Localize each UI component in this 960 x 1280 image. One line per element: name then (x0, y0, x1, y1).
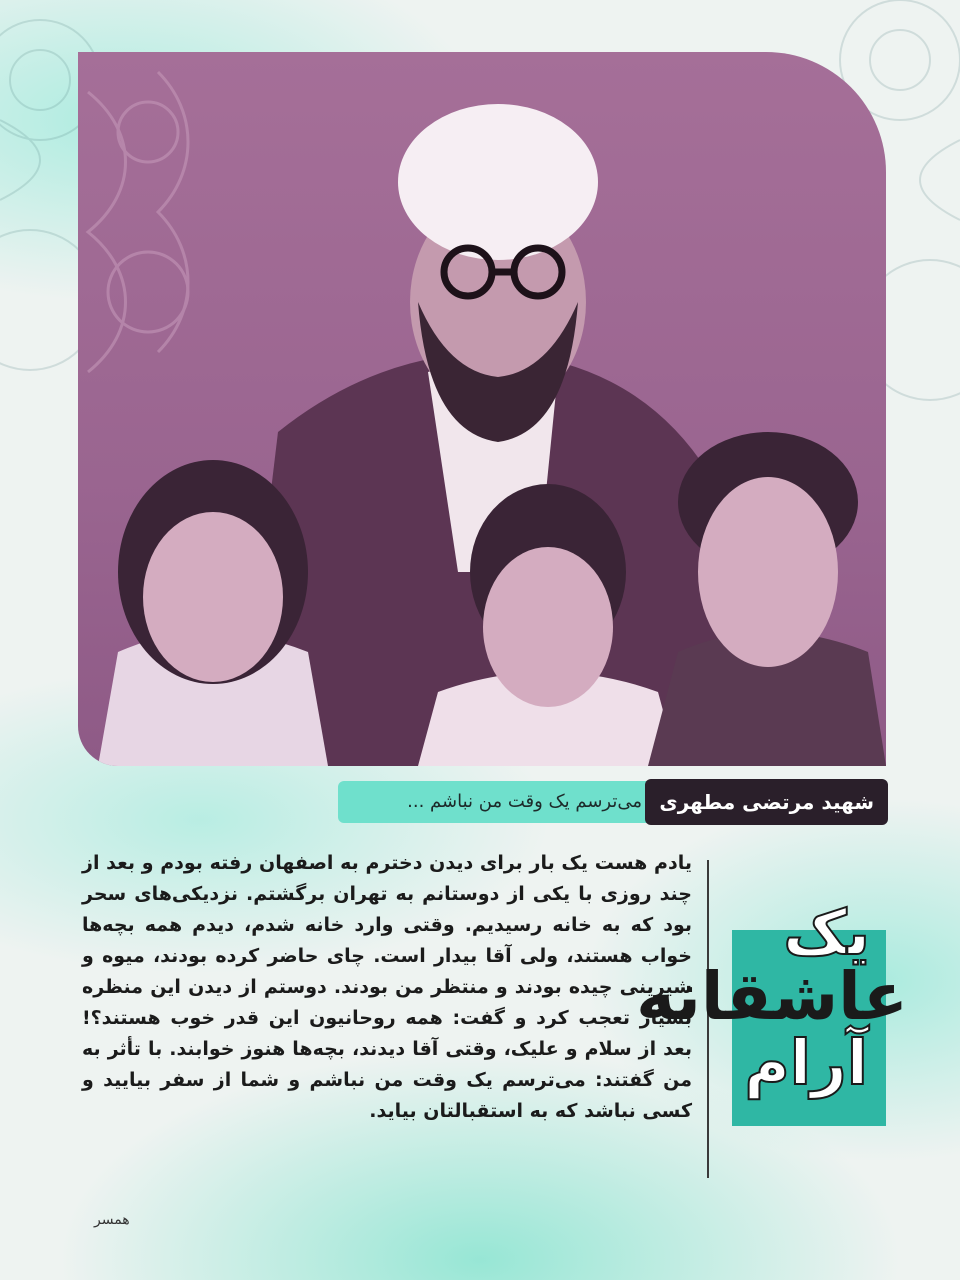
logo (636, 896, 908, 1126)
logo-word-aram: آرام (744, 1026, 868, 1099)
subtitle-pill: می‌ترسم یک وقت من نباشم ... (338, 781, 678, 823)
signature: همسر (94, 1212, 130, 1228)
body-paragraph: یادم هست یک بار برای دیدن دخترم به اصفهان رفته بودم و بعد از چند روزی با یکی از دوستانم به تهران برگشتم. نزدیکی‌های سحر بود که به خانه رسیدیم. وقتی وارد خانه شدم، دیدم همه بچه‌ها خواب هستند، ولی آقا بیدار است. چای حاضر کرده بودند، میوه و شیرینی چیده بودند و منتظر من بودند. دوستم از دیدن این منظره بسیار تعجب کرد و گفت: همه روحانیون این قدر خوب هستند؟! بعد از سلام و علیک، وقتی آقا دیدند، بچه‌ها هنوز خوابند. با تأثر به من گفتند: می‌ترسم یک وقت من نباشم و شما از سفر بیایید و کسی نباشد که به استقبالتان بیاید. (82, 852, 692, 1122)
family-photo (78, 52, 886, 766)
logo-word-yek: یک (783, 896, 870, 969)
logo-word-asheghaneh: عاشقانه (636, 958, 908, 1035)
title-tag: شهید مرتضی مطهری (645, 779, 888, 825)
